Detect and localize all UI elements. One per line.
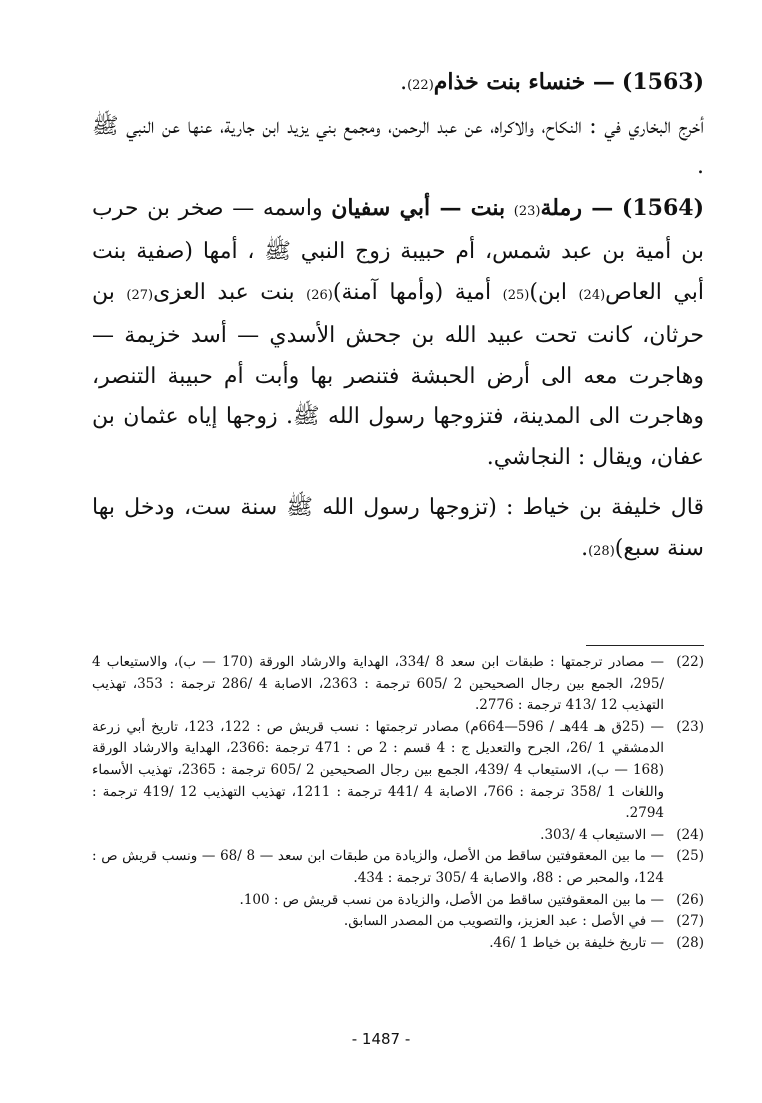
footnote-number: (25) (676, 848, 704, 865)
period: . (400, 70, 408, 95)
footnote-ref: (25) (502, 287, 530, 303)
footnote-ref: (24) (578, 287, 606, 303)
period: . (581, 535, 589, 561)
footnote-text: — في الأصل : عبد العزيز، والتصويب من المصدر السابق. (343, 913, 664, 930)
footnote-divider (586, 645, 704, 646)
body-text: واسمه — صخر بن حرب بن أمية بن عبد شمس، أم حبيبة زوج النبي ﷺ ، أمها (صفية بنت أبي العاص (92, 195, 705, 305)
body-text: أمية (وأمها آمنة) (332, 279, 503, 305)
entry-number: (1564) (621, 194, 704, 221)
footnote-number: (26) (676, 891, 704, 908)
footnote-28 (92, 933, 704, 955)
body-text: قال خليفة بن خياط : (تزوجها رسول الله ﷺ سنة ست، ودخل بها سنة سبع) (92, 495, 704, 561)
khalifa-quote (92, 488, 704, 572)
footnote-number: (23) (676, 718, 704, 735)
page-number: - 1487 - (351, 1030, 411, 1048)
footnote-ref: (28) (588, 543, 615, 559)
footnote-text: — مصادر ترجمتها : طبقات ابن سعد 8 /334، الهداية والارشاد الورقة (170 — ب)، والاستيعاب 4 /295، الجمع بين رجال الصحيحين 2 /605 ترجمة : 2363، الاصابة 4 /286 ترجمة : 353، تهذيب التهذيب 12 /413 ترجمة : 2776. (92, 654, 665, 714)
footnote-24 (92, 825, 704, 847)
footnote-text: — (25ق هـ 44هـ / 596—664م) مصادر ترجمتها : نسب قريش ص : 122، 123، تاريخ أبي زرعة الدمشقي 1 /26، الجرح والتعديل ج : 4 قسم : 2 ص : 471 ترجمة :2366، الهداية والارشاد الورقة (168 — ب)، الاستيعاب 4 /439، الجمع بين رجال الصحيحين 2 /605 ترجمة : 2365، تهذيب الأسماء واللغات 1 /358 ترجمة : 766، الاصابة 4 /441 ترجمة : 1211، تهذيب التهذيب 12 /419 ترجمة : 2794. (92, 718, 665, 822)
footnote-22 (92, 652, 704, 717)
footnote-ref: (26) (306, 287, 333, 303)
entry-name: — خنساء بنت خذام (433, 69, 615, 95)
main-text (92, 62, 704, 572)
footnote-23 (92, 717, 704, 825)
footnote-number: (24) (676, 826, 704, 843)
paragraph-gap (92, 478, 704, 488)
footnote-ref: (22) (407, 78, 434, 93)
footnotes (92, 652, 704, 954)
footnote-ref: (23) (513, 203, 541, 219)
entry-1563-body: أخرج البخاري في : النكاح، والاكراه، عن عبد الرحمن، ومجمع بني يزيد ابن جارية، عنها عن النبي ﷺ . (92, 113, 704, 179)
body-text: بنت عبد العزى (153, 279, 307, 305)
footnote-ref: (27) (126, 287, 154, 303)
entry-1563-heading (92, 62, 704, 107)
footnote-number: (22) (676, 654, 704, 670)
body-text: بن حرثان، كانت تحت عبيد الله بن جحش الأسدي — أسد خزيمة — وهاجرت معه الى أرض الحبشة فتنصر بها وأبت أم حبيبة التنصر، وهاجرت الى المدينة، فتزوجها رسول الله ﷺ. زوجها إياه عثمان بن عفان، ويقال : النجاشي. (92, 279, 704, 470)
footnote-text: — ما بين المعقوفتين ساقط من الأصل، والزيادة من نسب قريش ص : 100. (239, 891, 664, 908)
entry-1564-body (92, 188, 704, 479)
footnote-27 (92, 911, 704, 933)
footnote-text: — تاريخ خليفة بن خياط 1 /46. (489, 934, 664, 951)
footnote-text: — الاستيعاب 4 /303. (540, 826, 664, 843)
footnote-number: (28) (676, 934, 704, 951)
footnote-number: (27) (676, 913, 704, 930)
entry-name-cont: بنت — أبي سفيان (331, 194, 506, 221)
footnote-26 (92, 890, 704, 912)
body-text: ابن) (529, 279, 579, 305)
entry-name: — رملة (540, 194, 614, 221)
entry-number: (1563) (621, 69, 704, 95)
footnote-text: — ما بين المعقوفتين ساقط من الأصل، والزيادة من طبقات ابن سعد — 8 /68 — ونسب قريش ص : 124، والمحبر ص : 88، والاصابة 4 /305 ترجمة : 434. (92, 848, 664, 886)
footnote-25 (92, 846, 704, 889)
